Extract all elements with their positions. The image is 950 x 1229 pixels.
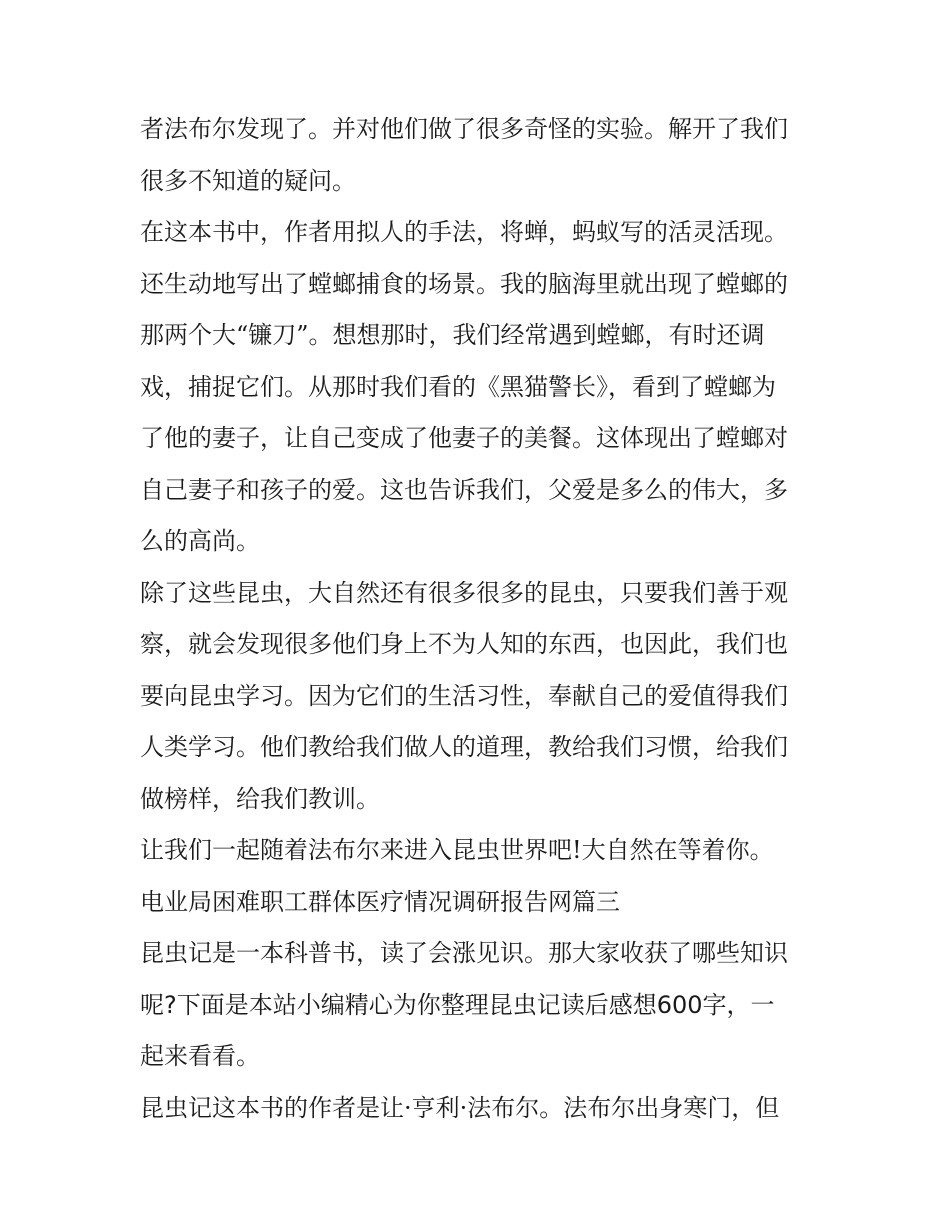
text-line: 那两个大“镰刀”。想想那时，我们经常遇到螳螂，有时还调 — [140, 321, 765, 349]
text-segment: 昆虫记这本书的作者是让· — [140, 1093, 412, 1122]
text-line: 了他的妻子，让自己变成了他妻子的美餐。这体现出了螳螂对 — [140, 424, 788, 452]
text-line — [140, 1083, 820, 1135]
text-line: 在这本书中，作者用拟人的手法，将蝉，蚂蚁写的活灵活现。 — [140, 218, 788, 246]
document-body — [140, 104, 820, 1134]
text-line: 昆虫记是一本科普书，读了会涨见识。那大家收获了哪些知识 — [140, 939, 788, 967]
text-line: 人类学习。他们教给我们做人的道理，教给我们习惯，给我们 — [140, 733, 788, 761]
text-line: 者法布尔发现了。并对他们做了很多奇怪的实验。解开了我们 — [140, 115, 788, 143]
text-segment: ·法布尔。法布尔出身寒门，但 — [459, 1093, 780, 1122]
text-line: 么的高尚。 — [140, 527, 260, 555]
text-line: 要向昆虫学习。因为它们的生活习性，奉献自己的爱值得我们 — [140, 681, 788, 710]
text-line: 起来看看。 — [140, 1042, 260, 1070]
text-line: 让我们一起随着法布尔来进入昆虫世界吧!大自然在等着你。 — [140, 836, 774, 864]
text-line: 自己妻子和孩子的爱。这也告诉我们，父爱是多么的伟大，多 — [140, 475, 788, 504]
text-line: 还生动地写出了螳螂捕食的场景。我的脑海里就出现了螳螂的 — [140, 269, 788, 298]
section-title: 电业局困难职工群体医疗情况调研报告网篇三 — [140, 887, 620, 916]
text-line: 戏，捕捉它们。从那时我们看的《黑猫警长》，看到了螳螂为 — [140, 372, 776, 401]
text-line: 呢?下面是本站小编精心为你整理昆虫记读后感想600字，一 — [140, 990, 775, 1019]
text-line: 除了这些昆虫，大自然还有很多很多的昆虫，只要我们善于观 — [140, 578, 788, 607]
text-line: 做榜样，给我们教训。 — [140, 784, 380, 813]
author-name-segment: 亨利 — [411, 1093, 460, 1122]
text-line: 察，就会发现很多他们身上不为人知的东西，也因此，我们也 — [140, 630, 788, 658]
text-line: 很多不知道的疑问。 — [140, 166, 356, 195]
